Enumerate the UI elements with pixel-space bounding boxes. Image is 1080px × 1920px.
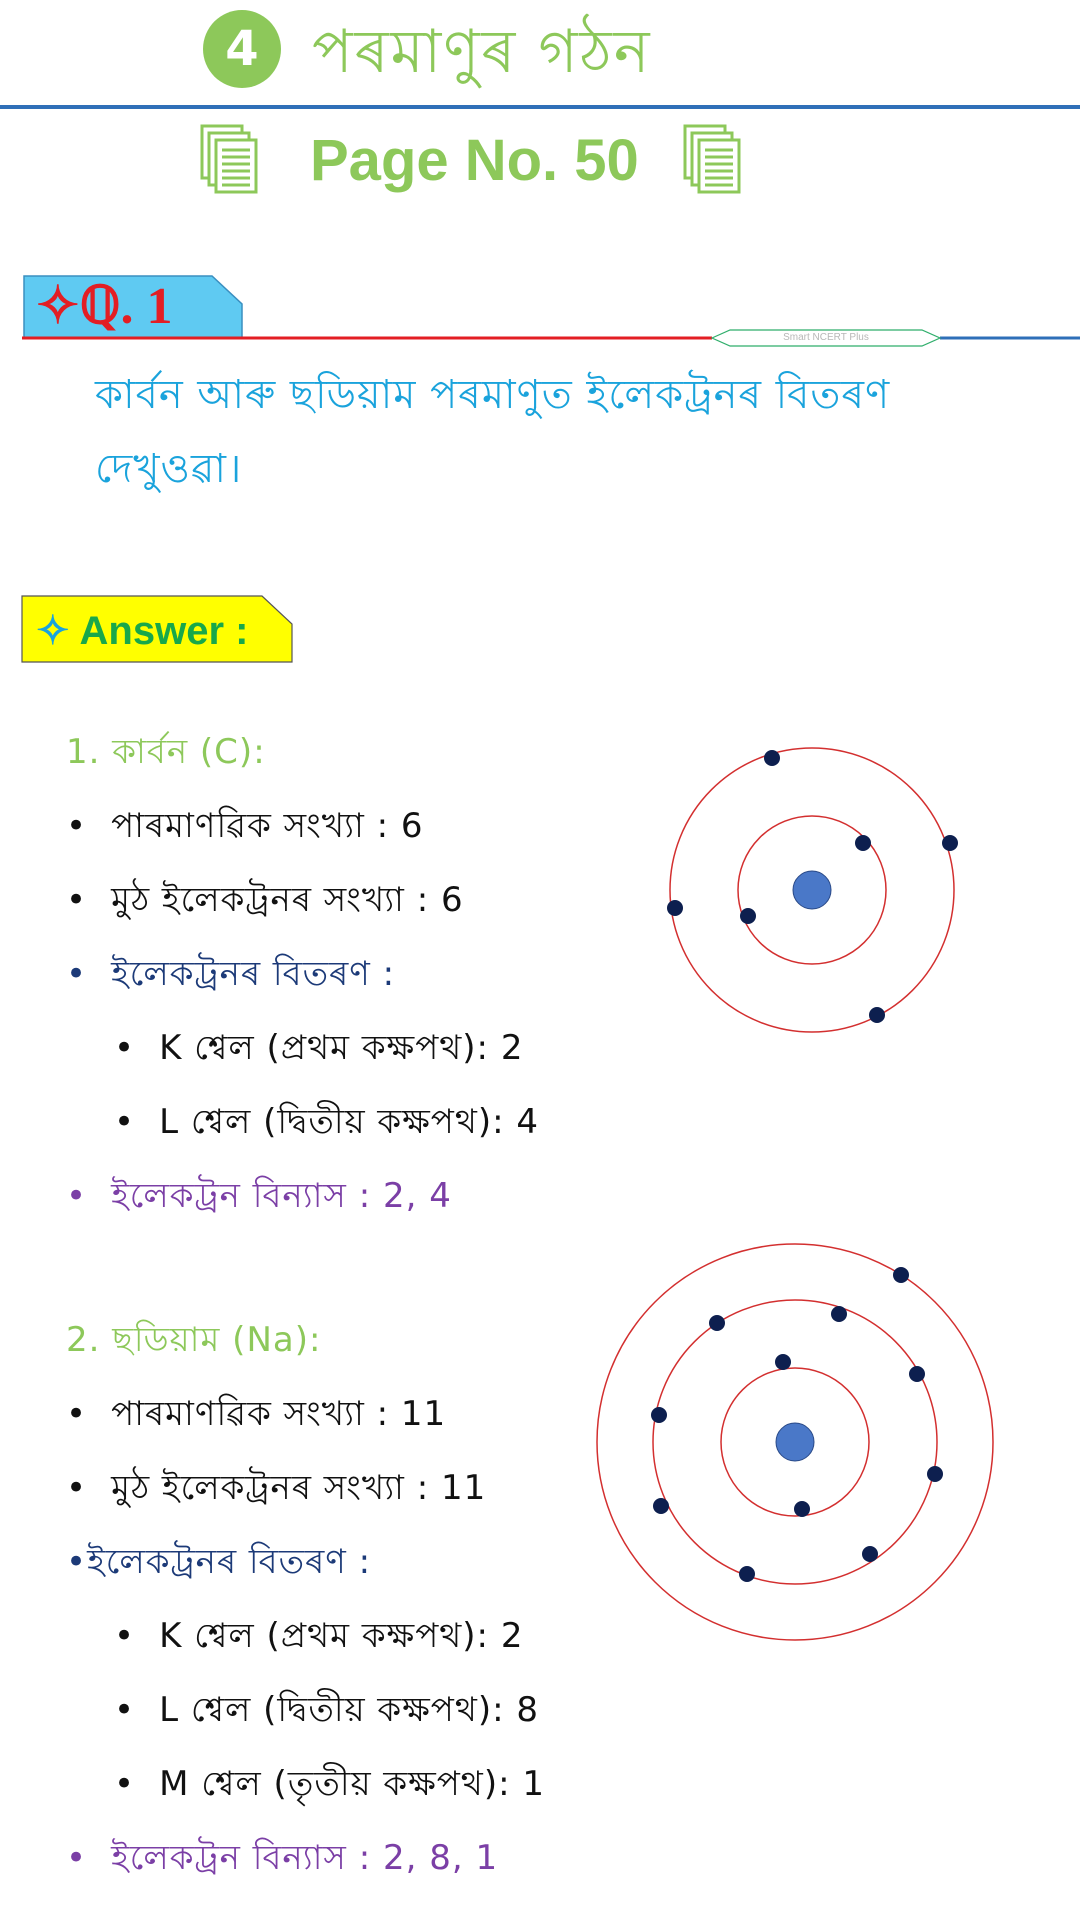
carbon-distribution-heading: • ইলেকট্ৰনৰ বিতৰণ : <box>66 954 396 994</box>
answer-label-text: Answer : <box>79 609 249 653</box>
chapter-number-badge <box>203 10 281 88</box>
carbon-shell-l: • L শ্বেল (দ্বিতীয় কক্ষপথ): 4 <box>114 1102 540 1142</box>
electron <box>764 750 780 766</box>
electron <box>893 1267 909 1283</box>
electron <box>794 1501 810 1517</box>
electron <box>942 835 958 851</box>
electron <box>869 1007 885 1023</box>
document-stack-icon <box>200 124 260 196</box>
sodium-nucleus <box>776 1423 814 1461</box>
electron <box>667 900 683 916</box>
electron <box>651 1407 667 1423</box>
header-divider <box>0 105 1080 109</box>
sparkle-icon: ✧ <box>36 609 70 653</box>
carbon-atom-diagram <box>660 740 960 1040</box>
question-number: ✧ℚ. 1 <box>36 278 173 335</box>
chapter-title: পৰমাণুৰ গঠন <box>312 17 652 87</box>
chapter-number: 4 <box>225 21 259 77</box>
document-stack-icon <box>683 124 743 196</box>
electron <box>653 1498 669 1514</box>
carbon-heading: 1. কাৰ্বন (C): <box>66 732 266 772</box>
electron <box>775 1354 791 1370</box>
electron <box>909 1366 925 1382</box>
page-number-label: Page No. 50 <box>310 127 639 193</box>
carbon-configuration: • ইলেকট্ৰন বিন্যাস : 2, 4 <box>66 1176 452 1216</box>
sodium-heading: 2. ছডিয়াম (Na): <box>66 1320 322 1360</box>
sodium-shell-l: • L শ্বেল (দ্বিতীয় কক্ষপথ): 8 <box>114 1690 540 1730</box>
electron <box>855 835 871 851</box>
carbon-shell-k: • K শ্বেল (প্ৰথম কক্ষপথ): 2 <box>114 1028 524 1068</box>
electron <box>831 1306 847 1322</box>
watermark-text: Smart NCERT Plus <box>783 332 869 343</box>
sodium-shell-m: • M শ্বেল (তৃতীয় কক্ষপথ): 1 <box>114 1764 545 1804</box>
sodium-shell-k: • K শ্বেল (প্ৰথম কক্ষপথ): 2 <box>114 1616 524 1656</box>
sodium-total-electrons: • মুঠ ইলেকট্ৰনৰ সংখ্যা : 11 <box>66 1468 487 1508</box>
page-number-banner <box>200 120 743 200</box>
electron <box>862 1546 878 1562</box>
electron <box>927 1466 943 1482</box>
sodium-distribution-heading: •ইলেকট্ৰনৰ বিতৰণ : <box>66 1542 372 1582</box>
sodium-atom-diagram <box>590 1240 1000 1650</box>
sodium-atomic-number: • পাৰমাণৱিক সংখ্যা : 11 <box>66 1394 447 1434</box>
sodium-configuration: • ইলেকট্ৰন বিন্যাস : 2, 8, 1 <box>66 1838 499 1878</box>
carbon-atomic-number: • পাৰমাণৱিক সংখ্যা : 6 <box>66 806 424 846</box>
question-text: কাৰ্বন আৰু ছডিয়াম পৰমাণুত ইলেকট্ৰনৰ বিতৰণ দেখুওৱা। <box>95 372 891 492</box>
electron <box>740 908 756 924</box>
electron <box>709 1315 725 1331</box>
answer-label <box>36 608 248 654</box>
electron <box>739 1566 755 1582</box>
carbon-total-electrons: • মুঠ ইলেকট্ৰনৰ সংখ্যা : 6 <box>66 880 464 920</box>
carbon-nucleus <box>793 871 831 909</box>
